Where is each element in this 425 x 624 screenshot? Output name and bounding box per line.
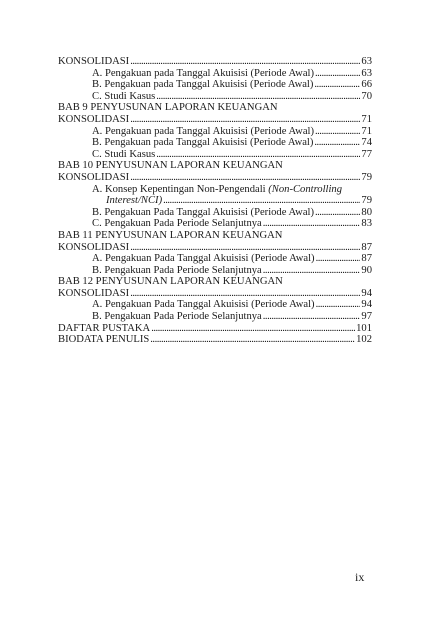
toc-entry [58, 114, 372, 126]
toc-entry-label: DAFTAR PUSTAKA [58, 322, 151, 334]
toc-entry-label: C. Pengakuan Pada Periode Selanjutnya [92, 218, 262, 230]
toc-entry [58, 323, 372, 335]
page-number: ix [355, 570, 365, 584]
toc-entry [92, 265, 372, 277]
toc-entry-label-italic: (Non-Controlling [268, 183, 343, 195]
toc-entry [92, 207, 372, 219]
toc-entry [92, 137, 372, 149]
toc-leader-dots [150, 334, 355, 346]
toc-entry-page: 94 [361, 287, 372, 299]
toc-leader-dots [163, 195, 360, 207]
toc-entry [58, 334, 372, 346]
toc-entry-label: B. Pengakuan pada Tanggal Akuisisi (Periode Awal) [92, 137, 314, 149]
toc-entry [92, 149, 372, 161]
toc-entry-page: 87 [361, 241, 372, 253]
toc-leader-dots [156, 91, 360, 103]
toc-entry-page: 83 [361, 218, 372, 230]
toc-leader-dots [315, 68, 360, 80]
toc-entry-label: KONSOLIDASI [58, 287, 130, 299]
toc-entry-page: 90 [361, 264, 372, 276]
toc-entry-page: 70 [361, 90, 372, 102]
toc-entry [58, 56, 372, 68]
toc-leader-dots [314, 137, 360, 149]
chapter-heading: BAB 9 PENYUSUNAN LAPORAN KEUANGAN [58, 102, 278, 114]
toc-entry-label: A. Pengakuan pada Tanggal Akuisisi (Periode Awal) [92, 67, 314, 79]
toc-entry [92, 68, 372, 80]
toc-entry-label: KONSOLIDASI [58, 113, 130, 125]
toc-entry [92, 126, 372, 138]
toc-entry-label: A. Pengakuan pada Tanggal Akuisisi (Periode Awal) [92, 125, 314, 137]
toc-entry-page: 63 [361, 56, 372, 67]
toc-entry-label: KONSOLIDASI [58, 56, 130, 67]
toc-entry-label: B. Pengakuan Pada Tanggal Akuisisi (Periode Awal) [92, 206, 314, 218]
toc-entry [92, 311, 372, 323]
toc-entry [92, 79, 372, 91]
toc-entry-label: A. Konsep Kepentingan Non-Pengendali [92, 183, 266, 195]
toc-entry-page: 87 [361, 253, 372, 265]
toc-entry-label: C. Studi Kasus [92, 148, 156, 160]
toc-entry-label: KONSOLIDASI [58, 241, 130, 253]
toc-entry-page: 80 [361, 206, 372, 218]
toc-leader-dots [130, 242, 360, 254]
toc-entry-page: 97 [361, 311, 372, 323]
toc-leader-dots [315, 126, 360, 138]
toc-entry-page: 79 [361, 195, 372, 207]
toc-leader-dots [130, 56, 360, 68]
toc-entry-label: KONSOLIDASI [58, 171, 130, 183]
toc-entry-label: BIODATA PENULIS [58, 334, 150, 346]
toc-leader-dots [130, 288, 360, 300]
toc-entry-label: A. Pengakuan Pada Tanggal Akuisisi (Periode Awal) [92, 299, 315, 311]
toc-leader-dots [263, 218, 361, 230]
chapter-heading: BAB 12 PENYUSUNAN LAPORAN KEUANGAN [58, 276, 283, 288]
toc-entry-page: 74 [361, 137, 372, 149]
toc-entry-page: 71 [361, 113, 372, 125]
toc-entry [92, 299, 372, 311]
toc-entry [92, 218, 372, 230]
toc-entry-label: A. Pengakuan Pada Tanggal Akuisisi (Periode Awal) [92, 253, 315, 265]
toc-entry-page: 94 [361, 299, 372, 311]
toc-entry-label: B. Pengakuan Pada Periode Selanjutnya [92, 311, 262, 323]
toc-entry-page: 71 [361, 125, 372, 137]
toc-leader-dots [151, 323, 355, 335]
toc-entry [92, 91, 372, 103]
toc-entry-page: 77 [361, 148, 372, 160]
toc-entry-label: C. Studi Kasus [92, 90, 156, 102]
toc-leader-dots [316, 253, 361, 265]
toc-entry [58, 288, 372, 300]
toc-entry [58, 172, 372, 184]
toc-entry [92, 253, 372, 265]
table-of-contents [58, 56, 372, 346]
toc-leader-dots [263, 311, 361, 323]
toc-entry-label: B. Pengakuan pada Tanggal Akuisisi (Periode Awal) [92, 79, 314, 91]
toc-entry [58, 242, 372, 254]
toc-leader-dots [130, 172, 360, 184]
chapter-heading: BAB 11 PENYUSUNAN LAPORAN KEUANGAN [58, 229, 283, 241]
toc-entry-page: 63 [361, 67, 372, 79]
toc-entry-label-italic: Interest/NCI) [106, 195, 163, 207]
toc-leader-dots [263, 265, 361, 277]
toc-leader-dots [130, 114, 360, 126]
toc-entry-multiline [92, 184, 372, 196]
toc-leader-dots [314, 79, 360, 91]
toc-entry-page: 79 [361, 171, 372, 183]
chapter-heading: BAB 10 PENYUSUNAN LAPORAN KEUANGAN [58, 160, 283, 172]
toc-entry-page: 101 [356, 322, 372, 334]
toc-entry-page: 66 [361, 79, 372, 91]
toc-leader-dots [315, 207, 360, 219]
toc-entry-label: B. Pengakuan Pada Periode Selanjutnya [92, 264, 262, 276]
toc-leader-dots [156, 149, 360, 161]
toc-entry [92, 195, 372, 207]
toc-entry-page: 102 [356, 334, 372, 346]
toc-leader-dots [316, 299, 361, 311]
